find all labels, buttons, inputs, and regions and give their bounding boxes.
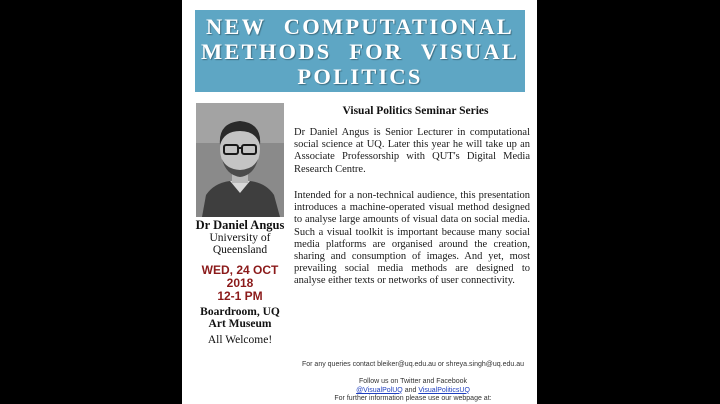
speaker-affiliation	[186, 232, 294, 256]
title-banner	[195, 10, 525, 92]
event-date-time	[186, 264, 294, 303]
event-year: 2018	[226, 276, 254, 290]
poster-title: NEW COMPUTATIONAL METHODS FOR VISUAL POLITICS	[201, 13, 519, 89]
venue-line-1: Boardroom, UQ	[200, 306, 280, 318]
welcome-text: All Welcome!	[207, 334, 273, 346]
speaker-portrait-image	[196, 103, 284, 217]
event-time: 12-1 PM	[217, 289, 263, 303]
venue-line-2: Art Museum	[208, 318, 272, 330]
social-follow	[290, 378, 536, 404]
contact-info: For any queries contact bleiker@uq.edu.au or shreya.singh@uq.edu.au	[301, 361, 524, 368]
event-venue	[186, 306, 294, 330]
website-text: For further information please use our webpage at:	[334, 395, 492, 402]
and-text: and	[404, 386, 419, 394]
follow-text: Follow us on Twitter and Facebook	[358, 378, 468, 385]
affiliation-line-1: University of	[209, 232, 271, 244]
affiliation-line-2: Queensland	[212, 244, 268, 256]
speaker-photo	[196, 103, 284, 217]
speaker-bio: Dr Daniel Angus is Senior Lecturer in computational social science at UQ. Later this year he will take up an Associate Professorship with QUT's Digital Media Research Centre.	[294, 127, 530, 175]
series-title: Visual Politics Seminar Series	[342, 105, 489, 117]
speaker-name: Dr Daniel Angus	[195, 218, 285, 232]
seminar-poster	[182, 0, 537, 404]
social-links	[290, 387, 536, 396]
event-date: WED, 24 OCT	[201, 263, 279, 277]
twitter-link[interactable]: @VisualPolUQ	[356, 386, 403, 394]
facebook-link[interactable]: VisualPoliticsUQ	[418, 386, 470, 394]
talk-description: Intended for a non-technical audience, this presentation introduces a machine-operated visual method designed to analyse large amounts of visual data on social media. Such a visual toolkit is important because many social media platforms are organised around the creation, sharing and consumption of images. And yet, most prevailing social media methods are designed to analyse either texts or networks of user connectivity.	[294, 190, 530, 287]
